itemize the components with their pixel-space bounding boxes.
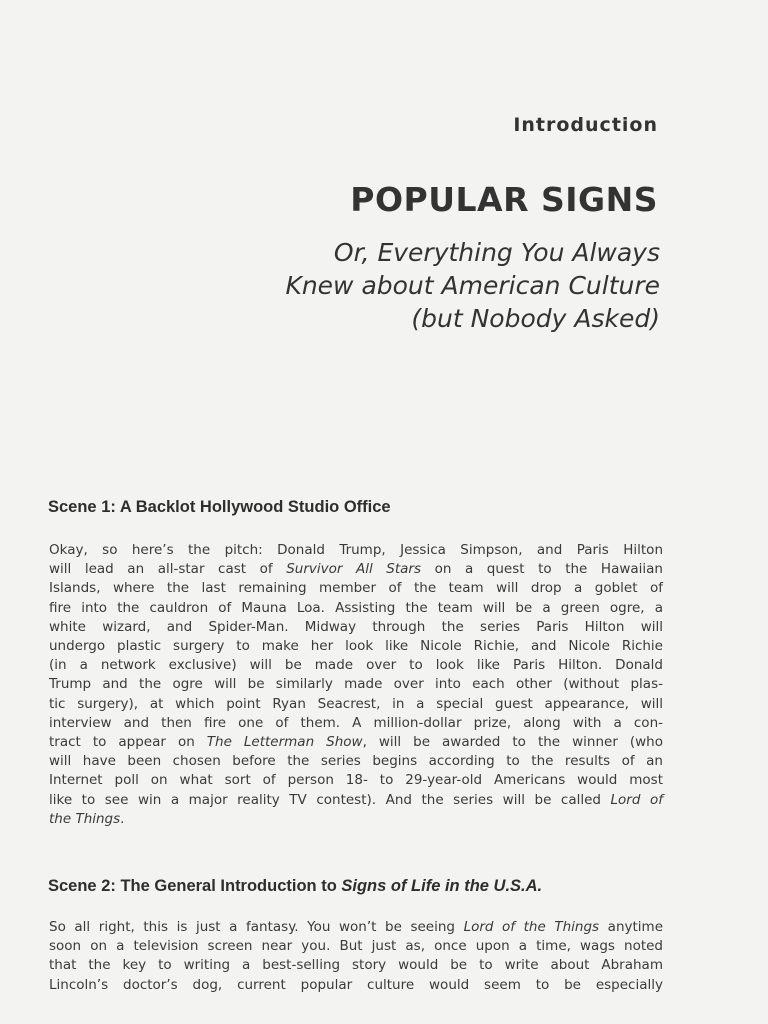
text-line: So all right, this is just a fantasy. You won’t be seeing Lord of the Things anytime (49, 919, 663, 935)
text-line: will have been chosen before the series begins according to the results of an (49, 753, 663, 770)
text-line: like to see win a major reality TV contest). And the series will be called Lord of (49, 791, 663, 808)
subtitle-line: (but Nobody Asked) (411, 304, 660, 333)
text-line: Okay, so here’s the pitch: Donald Trump, Jessica Simpson, and Paris Hilton (49, 542, 663, 558)
text-line: soon on a television screen near you. But just as, once upon a time, wags noted (49, 938, 663, 955)
subtitle-line: Knew about American Culture (285, 271, 660, 300)
text-line: Trump and the ogre will be similarly made over into each other (without plas- (49, 676, 663, 693)
scene1-paragraph (49, 541, 663, 829)
scene2-heading-text: Scene 2: The General Introduction to (48, 877, 342, 895)
text-line: interview and then fire one of them. A million-dollar prize, along with a con- (49, 714, 663, 731)
text-line: tic surgery), at which point Ryan Seacrest, in a special guest appearance, will (49, 695, 663, 712)
text-line: white wizard, and Spider-Man. Midway through the series Paris Hilton will (49, 618, 663, 635)
chapter-subtitle (285, 236, 660, 335)
text-line: Lincoln’s doctor’s dog, current popular culture would seem to be especially (49, 976, 663, 993)
scene2-paragraph (49, 918, 663, 995)
text-line: undergo plastic surgery to make her look like Nicole Richie, and Nicole Richie (49, 638, 663, 655)
scene2-heading (48, 877, 542, 896)
text-line: the Things. (49, 810, 125, 827)
text-line: fire into the cauldron of Mauna Loa. Assisting the team will be a green ogre, a (49, 599, 663, 616)
chapter-label: Introduction (513, 114, 658, 136)
scene2-heading-book-title: Signs of Life in the U.S.A. (341, 877, 543, 895)
text-line: Internet poll on what sort of person 18- to 29-year-old Americans would most (49, 772, 663, 789)
text-line: that the key to writing a best-selling story would be to write about Abraham (49, 957, 663, 974)
scene1-heading: Scene 1: A Backlot Hollywood Studio Office (48, 498, 391, 516)
chapter-title: POPULAR SIGNS (350, 180, 658, 219)
subtitle-line: Or, Everything You Always (333, 238, 660, 267)
text-line: (in a network exclusive) will be made over to look like Paris Hilton. Donald (49, 657, 663, 674)
text-line: Islands, where the last remaining member of the team will drop a goblet of (49, 580, 663, 597)
text-line: tract to appear on The Letterman Show, will be awarded to the winner (who (49, 734, 663, 751)
text-line: will lead an all-star cast of Survivor All Stars on a quest to the Hawaiian (49, 561, 663, 578)
